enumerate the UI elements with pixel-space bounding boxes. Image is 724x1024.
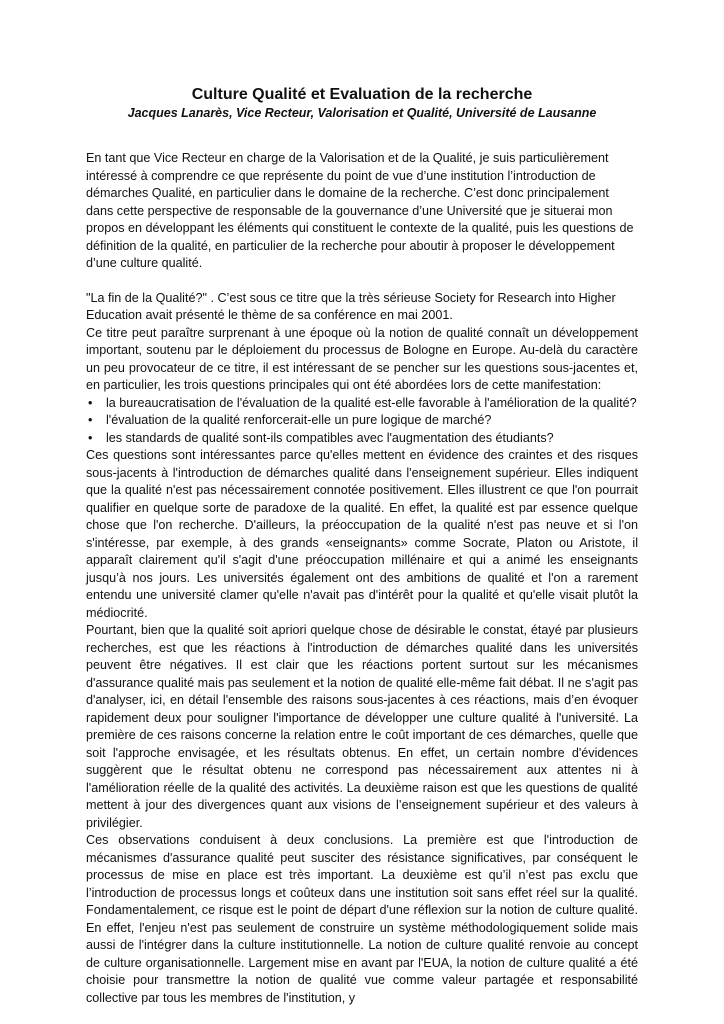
- paragraph-conference: "La fin de la Qualité?" . C’est sous ce titre que la très sérieuse Society for Research into Higher Education avait présenté le thème de sa conférence en mai 2001.: [86, 290, 616, 322]
- list-item-text: l'évaluation de la qualité renforcerait-elle un pure logique de marché?: [106, 413, 492, 427]
- bullet-list: [86, 395, 638, 448]
- paragraph-spacer: [86, 273, 638, 290]
- paragraph-conclusions: Ces observations conduisent à deux conclusions. La première est que l'introduction de mécanismes d'assurance qualité peut susciter des résistance significatives, par conséquent le processus de mise en place est très important. La deuxième est qu’il n’est pas exclu que l’introduction de processus longs et coûteux dans une institution soit sans effet réel sur la qualité. Fondamentalement, ce risque est le point de départ d'une réflexion sur la notion de culture qualité. En effet, l'enjeu n'est pas seulement de construire un système méthodologiquement solide mais aussi de l'intégrer dans la culture institutionnelle. La notion de culture qualité renvoie au concept de culture organisationnelle. Largement mise en avant par l'EUA, la notion de culture qualité a été choisie pour transmettre la notion de qualité vue comme valeur partagée et responsabilité collective par tous les membres de l'institution, y: [86, 833, 638, 1005]
- page-title: Culture Qualité et Evaluation de la recherche: [191, 86, 533, 103]
- list-item-text: les standards de qualité sont-ils compatibles avec l'augmentation des étudiants?: [106, 430, 554, 445]
- bullet-icon: •: [88, 395, 93, 410]
- document-body: [86, 150, 638, 1007]
- list-item: [86, 395, 638, 413]
- paragraph-paradox: Ces questions sont intéressantes parce qu'elles mettent en évidence des craintes et des risques sous-jacents à l'introduction de démarches qualité dans l'enseignement supérieur. Elles indiquent que la qualité n'est pas nécessairement connotée positivement. Elles illustrent ce que l'on pourrait qualifier en quelque sorte de paradoxe de la qualité. En effet, la qualité est par essence quelque chose que l'on recherche. D'ailleurs, la préoccupation de la qualité n'est pas neuve et si l'on s'intéresse, par exemple, à des grands «enseignants» comme Socrate, Platon ou Aristote, il apparaît clairement qu'il s'agit d'une préoccupation millénaire et qui a animé les enseignants jusqu’à nos jours. Les universités également ont des ambitions de qualité et l'on a rarement entendu une université clamer qu'elle n'avait pas d'intérêt pour la qualité et qu'elle visait plutôt la médiocrité.: [86, 448, 638, 620]
- bullet-icon: •: [88, 413, 93, 427]
- bullet-icon: •: [88, 430, 93, 445]
- author-line: Jacques Lanarès, Vice Recteur, Valorisation et Qualité, Université de Lausanne: [127, 106, 597, 120]
- paragraph-intro: En tant que Vice Recteur en charge de la Valorisation et de la Qualité, je suis particulièrement intéressé à comprendre ce que représente du point de vue d’une institution l’introduction de démarches Qualité, en particulier dans le domaine de la recherche. C’est donc principalement dans cette perspective de responsable de la gouvernance d’une Université que je situerai mon propos en développant les éléments qui constituent le contexte de la qualité, puis les questions de définition de la qualité, en particulier de la recherche pour aboutir à proposer le développement d’une culture qualité.: [86, 151, 634, 270]
- list-item-text: la bureaucratisation de l'évaluation de la qualité est-elle favorable à l'amélioration de la qualité?: [106, 395, 637, 410]
- paragraph-reactions: Pourtant, bien que la qualité soit apriori quelque chose de désirable le constat, étayé par plusieurs recherches, est que les réactions à l'introduction de démarches qualité dans les universités peuvent être négatives. Il est clair que les réactions portent surtout sur les mécanismes d'assurance qualité mais pas seulement et la notion de qualité elle-même fait débat. Il ne s'agit pas d'analyser, ici, en détail l'ensemble des raisons sous-jacentes à ces réactions, mais d’en évoquer rapidement deux pour souligner l'importance de développer une culture qualité à l'université. La première de ces raisons concerne la relation entre le coût important de ces démarches, quelle que soit l'approche envisagée, et les résultats obtenus. En effet, un certain nombre d'évidences suggèrent que le résultat obtenu ne correspond pas nécessairement aux attentes ni à l'amélioration réelle de la qualité des activités. La deuxième raison est que les questions de qualité mettent à jour des divergences quant aux visions de l’enseignement supérieur et des valeurs à privilégier.: [86, 623, 638, 830]
- list-item: [86, 412, 638, 430]
- paragraph-title-surprise: Ce titre peut paraître surprenant à une époque où la notion de qualité connaît un développement important, soutenu par le déploiement du processus de Bologne en Europe. Au-delà du caractère un peu provocateur de ce titre, il est intéressant de se pencher sur les questions sous-jacentes et, en particulier, les trois questions principales qui ont été abordées lors de cette manifestation:: [86, 325, 638, 392]
- list-item: [86, 430, 638, 448]
